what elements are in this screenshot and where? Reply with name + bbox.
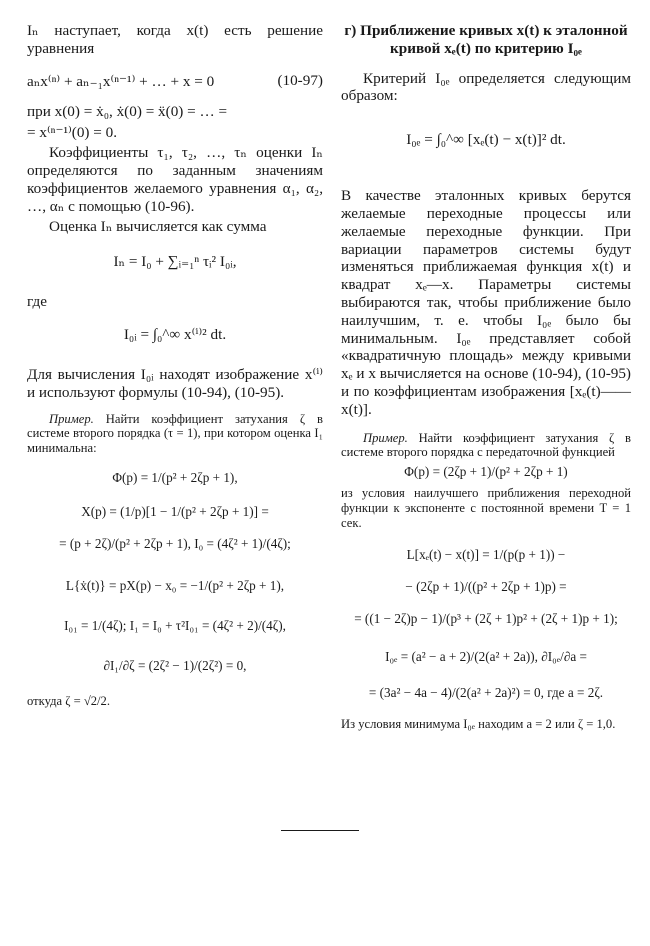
initial-conditions: при x(0) = ẋ₀, ẋ(0) = ẍ(0) = … = bbox=[27, 102, 228, 120]
right-example-text-2: из условия наилучшего приближения переходной функции к экспоненте с постоянной времени T = 1 сек. bbox=[341, 486, 631, 530]
equation-I0e: I₀ₑ = ∫₀^∞ [xₑ(t) − x(t)]² dt. bbox=[406, 131, 566, 149]
equation-dI1: ∂I₁/∂ζ = (2ζ² − 1)/(2ζ²) = 0, bbox=[103, 657, 247, 673]
equation-number-10-97: (10-97) bbox=[277, 71, 323, 89]
equation-I01: I₀₁ = 1/(4ζ); I₁ = I₀ + τ²I₀₁ = (4ζ² + 2)/(4ζ), bbox=[64, 617, 286, 633]
equation-I0e-2: I₀ₑ = (a² − a + 2)/(2(a² + 2a)), ∂I₀ₑ/∂a = bbox=[385, 648, 587, 664]
right-column bbox=[341, 22, 631, 731]
equation-phi-right: Φ(p) = (2ζp + 1)/(p² + 2ζp + 1) bbox=[404, 464, 568, 480]
equation-L3: = ((1 − 2ζ)p − 1)/(p³ + (2ζ + 1)p² + (2ζ + 1)p + 1); bbox=[354, 610, 618, 626]
initial-conditions-2: = x⁽ⁿ⁻¹⁾(0) = 0. bbox=[27, 124, 118, 142]
left-paragraph-1: Iₙ наступает, когда x(t) есть решение уравнения bbox=[27, 22, 323, 57]
final-line: Из условия минимума I₀ₑ находим a = 2 или ζ = 1,0. bbox=[341, 716, 616, 731]
left-example-text: Найти коэффициент затухания ζ в системе второго порядка (τ = 1), при котором оценка I₁ минимальна: bbox=[27, 411, 323, 456]
equation-L1: L[xₑ(t) − x(t)] = 1/(p(p + 1)) − bbox=[406, 546, 566, 562]
where-label: где bbox=[27, 293, 47, 311]
right-paragraph-1: Критерий I₀ₑ определяется следующим образом: bbox=[341, 69, 631, 105]
right-paragraph-2: В качестве эталонных кривых берутся желаемые переходные процессы или желаемые переходные функции. При вариации параметров системы будут изменяться приближаемая функция x(t) и квадрат xₑ—x. Параметры системы выбираются так, чтобы приближение было наилучшим, т. е. чтобы I₀ₑ было бы минимальным. I₀ₑ представляет собой «квадратичную площадь» между кривыми xₑ и x вычисляется на основе (10-94), (10-95) и по коэффициентам изображения [xₑ(t)——x(t)]. bbox=[341, 187, 631, 418]
right-example-text: Найти коэффициент затухания ζ в системе второго порядка с передаточной функцией bbox=[341, 430, 631, 460]
equation-Xp: X(p) = (1/p)[1 − 1/(p² + 2ζp + 1)] = bbox=[81, 503, 269, 519]
equation-phi-left: Φ(p) = 1/(p² + 2ζp + 1), bbox=[112, 469, 238, 485]
equation-sum: Iₙ = I₀ + ∑ᵢ₌₁ⁿ τᵢ² I₀ᵢ, bbox=[113, 253, 237, 271]
equation-L2: − (2ζp + 1)/((p² + 2ζp + 1)p) = bbox=[405, 578, 567, 594]
left-paragraph-3: Оценка Iₙ вычисляется как сумма bbox=[49, 218, 267, 236]
left-paragraph-2: Коэффициенты τ₁, τ₂, …, τₙ оценки Iₙ определяются по заданным значениям коэффициентов желаемого уравнения α₁, α₂, …, αₙ с помощью (10-96). bbox=[27, 144, 323, 215]
left-column bbox=[27, 22, 323, 709]
whence-line: откуда ζ = √2/2. bbox=[27, 693, 110, 708]
left-example bbox=[27, 412, 323, 456]
equation-I0i: I₀ᵢ = ∫₀^∞ x⁽ⁱ⁾² dt. bbox=[123, 325, 227, 343]
left-example-label: Пример. bbox=[49, 411, 94, 426]
equation-10-97 bbox=[27, 72, 323, 91]
equation-Xp-2: = (p + 2ζ)/(p² + 2ζp + 1), I₀ = (4ζ² + 1)/(4ζ); bbox=[59, 535, 291, 551]
right-example bbox=[341, 431, 631, 461]
right-example-label: Пример. bbox=[363, 430, 408, 445]
section-heading: г) Приближение кривых x(t) к эталонной кривой xₑ(t) по критерию I₀ₑ bbox=[344, 22, 628, 57]
equation-10-97-body: aₙx⁽ⁿ⁾ + aₙ₋₁x⁽ⁿ⁻¹⁾ + … + x = 0 bbox=[27, 72, 215, 90]
equation-I0e-3: = (3a² − 4a − 4)/(2(a² + 2a)²) = 0, где a = 2ζ. bbox=[368, 684, 604, 700]
left-paragraph-4: Для вычисления I₀ᵢ находят изображение x⁽ⁱ⁾ и используют формулы (10-94), (10-95). bbox=[27, 365, 323, 401]
footer-rule bbox=[281, 830, 359, 831]
equation-L-left: L{ẋ(t)} = pX(p) − x₀ = −1/(p² + 2ζp + 1), bbox=[65, 577, 285, 593]
